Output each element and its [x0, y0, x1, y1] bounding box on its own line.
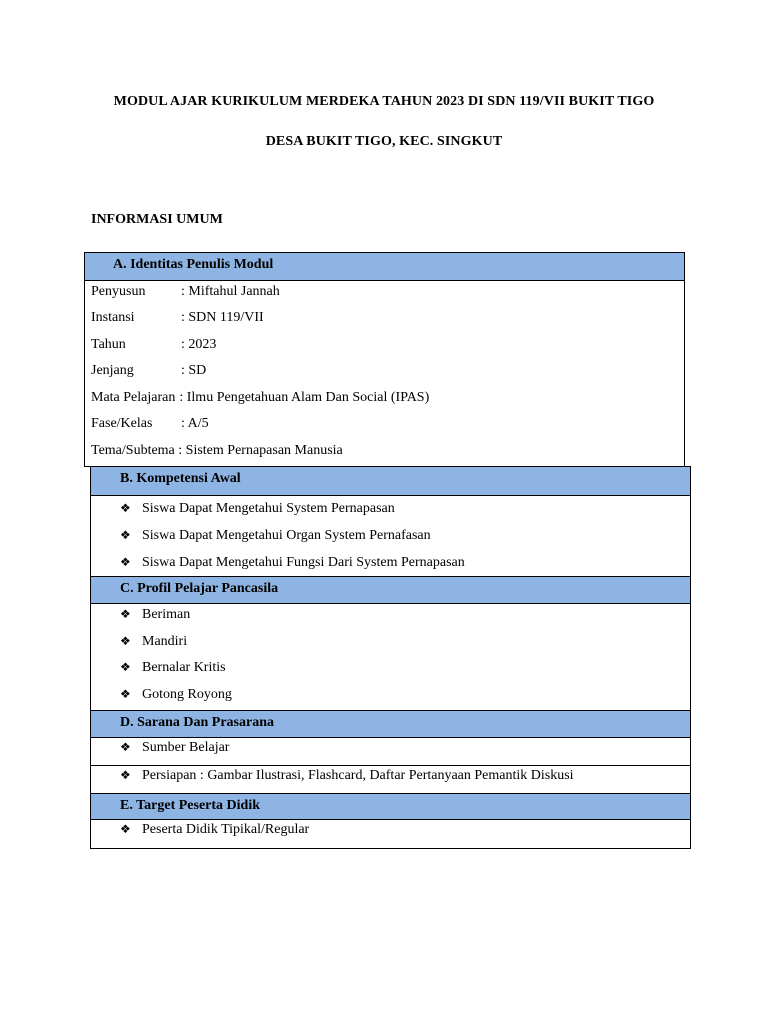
- competency-header: [91, 467, 690, 496]
- identity-label: Jenjang: [91, 363, 134, 378]
- diamond-bullet-icon: ❖: [120, 555, 131, 569]
- list-item-text: Beriman: [142, 607, 191, 622]
- identity-value: : 2023: [181, 337, 217, 352]
- identity-row-fase-kelas: [85, 413, 684, 440]
- identity-value: : Sistem Pernapasan Manusia: [174, 443, 343, 458]
- identity-row-tahun: [85, 334, 684, 360]
- list-item: [91, 684, 690, 710]
- list-item-text: Siswa Dapat Mengetahui Fungsi Dari System Pernapasan: [142, 555, 465, 570]
- facilities-heading: D. Sarana Dan Prasarana: [120, 715, 275, 730]
- list-item: [91, 765, 690, 793]
- list-item: [91, 496, 690, 523]
- identity-table-header: [85, 253, 684, 281]
- competency-heading: B. Kompetensi Awal: [120, 471, 241, 486]
- section-heading: INFORMASI UMUM: [91, 212, 223, 227]
- profile-header: [91, 576, 690, 604]
- list-item: [91, 657, 690, 684]
- list-item-text: Mandiri: [142, 634, 188, 649]
- facilities-header: [91, 710, 690, 738]
- identity-label: Fase/Kelas: [91, 416, 153, 431]
- list-item-text: Siswa Dapat Mengetahui Organ System Pernafasan: [142, 528, 431, 543]
- list-item-text: Peserta Didik Tipikal/Regular: [142, 822, 310, 837]
- target-heading: E. Target Peserta Didik: [120, 798, 260, 813]
- list-item-text: Gotong Royong: [142, 687, 232, 702]
- document-title: MODUL AJAR KURIKULUM MERDEKA TAHUN 2023 DI SDN 119/VII BUKIT TIGO: [113, 94, 655, 109]
- identity-label: Penyusun: [91, 284, 146, 299]
- diamond-bullet-icon: ❖: [120, 634, 131, 648]
- list-item: [91, 550, 690, 576]
- list-item-text: Siswa Dapat Mengetahui System Pernapasan: [142, 501, 395, 516]
- identity-value: : A/5: [181, 416, 209, 431]
- list-item-text: Sumber Belajar: [142, 740, 230, 755]
- identity-label: Instansi: [91, 310, 135, 325]
- diamond-bullet-icon: ❖: [120, 607, 131, 621]
- identity-row-tema-subtema: [85, 440, 684, 466]
- list-item-text: Persiapan : Gambar Ilustrasi, Flashcard, Daftar Pertanyaan Pemantik Diskusi: [142, 768, 574, 783]
- identity-table: [84, 252, 685, 467]
- identity-row-mata-pelajaran: [85, 387, 684, 413]
- diamond-bullet-icon: ❖: [120, 687, 131, 701]
- list-item-text: Bernalar Kritis: [142, 660, 226, 675]
- document-subtitle: DESA BUKIT TIGO, KEC. SINGKUT: [265, 134, 503, 149]
- diamond-bullet-icon: ❖: [120, 768, 131, 782]
- competency-table: [90, 466, 691, 849]
- diamond-bullet-icon: ❖: [120, 660, 131, 674]
- identity-value: : SDN 119/VII: [181, 310, 264, 325]
- identity-row-penyusun: [85, 281, 684, 307]
- list-item: [91, 604, 690, 631]
- target-header: [91, 793, 690, 820]
- diamond-bullet-icon: ❖: [120, 822, 131, 836]
- identity-label: Mata Pelajaran: [91, 390, 176, 405]
- diamond-bullet-icon: ❖: [120, 501, 131, 515]
- list-item: [91, 631, 690, 657]
- identity-value: : SD: [181, 363, 207, 378]
- identity-value: : Ilmu Pengetahuan Alam Dan Social (IPAS): [179, 390, 430, 405]
- identity-label: Tema/Subtema: [91, 443, 175, 458]
- identity-row-jenjang: [85, 360, 684, 387]
- diamond-bullet-icon: ❖: [120, 740, 131, 754]
- identity-row-instansi: [85, 307, 684, 334]
- identity-label: Tahun: [91, 337, 126, 352]
- list-item: [91, 738, 690, 765]
- list-item: [91, 523, 690, 550]
- list-item: [91, 820, 690, 847]
- profile-heading: C. Profil Pelajar Pancasila: [120, 581, 279, 596]
- identity-value: : Miftahul Jannah: [181, 284, 280, 299]
- identity-table-heading: A. Identitas Penulis Modul: [113, 257, 274, 272]
- diamond-bullet-icon: ❖: [120, 528, 131, 542]
